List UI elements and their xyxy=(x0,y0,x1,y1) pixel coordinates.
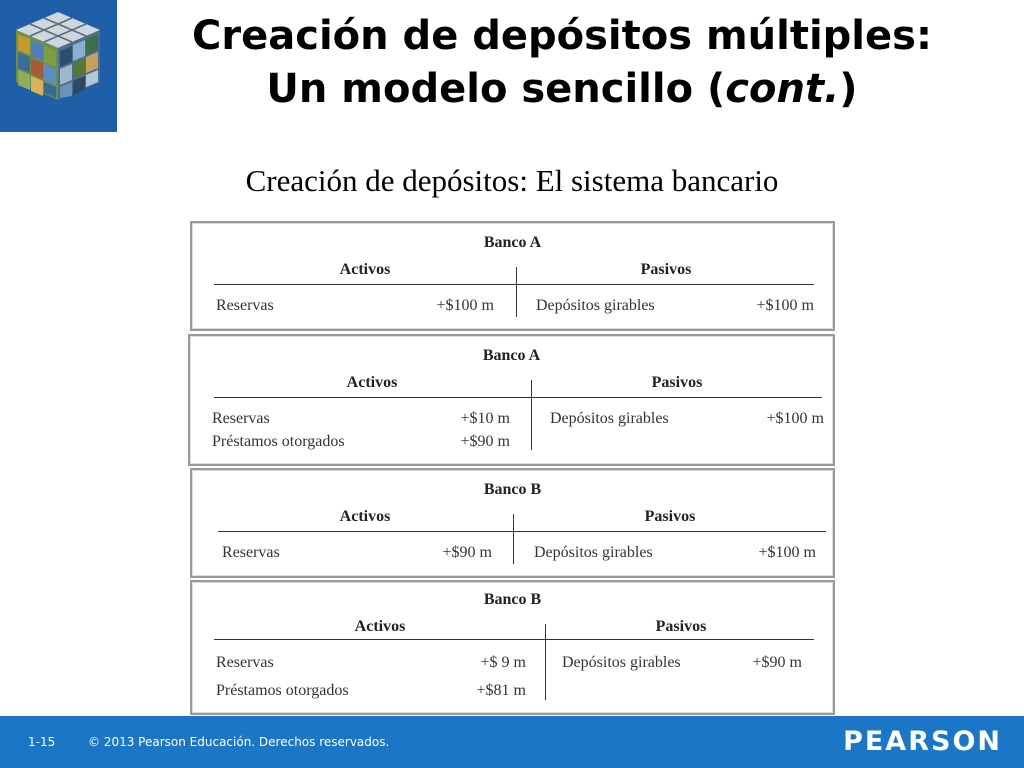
liability-label: Depósitos girables xyxy=(562,654,681,671)
asset-value: +$81 m xyxy=(476,682,526,699)
title-line-1: Creación de depósitos múltiples: xyxy=(192,13,932,59)
title-line-2 xyxy=(130,63,994,116)
bank-name: Banco A xyxy=(482,347,541,364)
footer-bar xyxy=(0,716,1024,768)
asset-label: Préstamos otorgados xyxy=(216,682,349,699)
liabilities-header: Pasivos xyxy=(651,374,703,391)
t-divider xyxy=(513,514,514,564)
assets-header: Activos xyxy=(339,508,391,525)
pearson-logo: PEARSON xyxy=(843,726,1002,757)
title-line-2-italic: cont. xyxy=(725,66,840,112)
liability-label: Depósitos girables xyxy=(534,544,653,561)
asset-label: Reservas xyxy=(212,410,270,427)
header-rule xyxy=(218,531,826,532)
bank-name: Banco A xyxy=(483,234,542,251)
t-divider xyxy=(516,267,517,317)
title-line-2-prefix: Un modelo sencillo ( xyxy=(266,66,726,112)
t-account-banco-b-after-loan xyxy=(190,580,835,715)
liability-label: Depósitos girables xyxy=(536,297,655,314)
t-divider xyxy=(531,380,532,450)
t-account-banco-a-initial xyxy=(190,221,835,331)
assets-header: Activos xyxy=(354,618,406,635)
title-line-2-suffix: ) xyxy=(839,66,858,112)
asset-label: Reservas xyxy=(216,654,274,671)
asset-value: +$100 m xyxy=(436,297,494,314)
photo-cube-logo xyxy=(0,0,117,132)
copyright-text: © 2013 Pearson Educación. Derechos reservados. xyxy=(88,735,390,749)
liability-value: +$100 m xyxy=(766,410,824,427)
asset-label: Préstamos otorgados xyxy=(212,433,345,450)
bank-name: Banco B xyxy=(483,481,542,498)
asset-value: +$10 m xyxy=(460,410,510,427)
header-rule xyxy=(214,284,814,285)
t-account-banco-b-initial xyxy=(190,468,835,578)
header-rule xyxy=(214,397,822,398)
liability-value: +$90 m xyxy=(752,654,802,671)
t-account-banco-a-after-loan xyxy=(188,334,835,466)
asset-value: +$ 9 m xyxy=(480,654,526,671)
asset-value: +$90 m xyxy=(460,433,510,450)
asset-value: +$90 m xyxy=(442,544,492,561)
liabilities-header: Pasivos xyxy=(640,261,692,278)
asset-label: Reservas xyxy=(222,544,280,561)
liabilities-header: Pasivos xyxy=(644,508,696,525)
slide-title xyxy=(130,10,994,116)
assets-header: Activos xyxy=(339,261,391,278)
liability-value: +$100 m xyxy=(756,297,814,314)
t-divider xyxy=(545,624,546,700)
liability-value: +$100 m xyxy=(758,544,816,561)
assets-header: Activos xyxy=(346,374,398,391)
liabilities-header: Pasivos xyxy=(655,618,707,635)
header-rule xyxy=(214,639,814,640)
slide-subtitle: Creación de depósitos: El sistema bancario xyxy=(245,163,779,198)
liability-label: Depósitos girables xyxy=(550,410,669,427)
page-number: 1-15 xyxy=(28,735,56,749)
asset-label: Reservas xyxy=(216,297,274,314)
bank-name: Banco B xyxy=(483,591,542,608)
